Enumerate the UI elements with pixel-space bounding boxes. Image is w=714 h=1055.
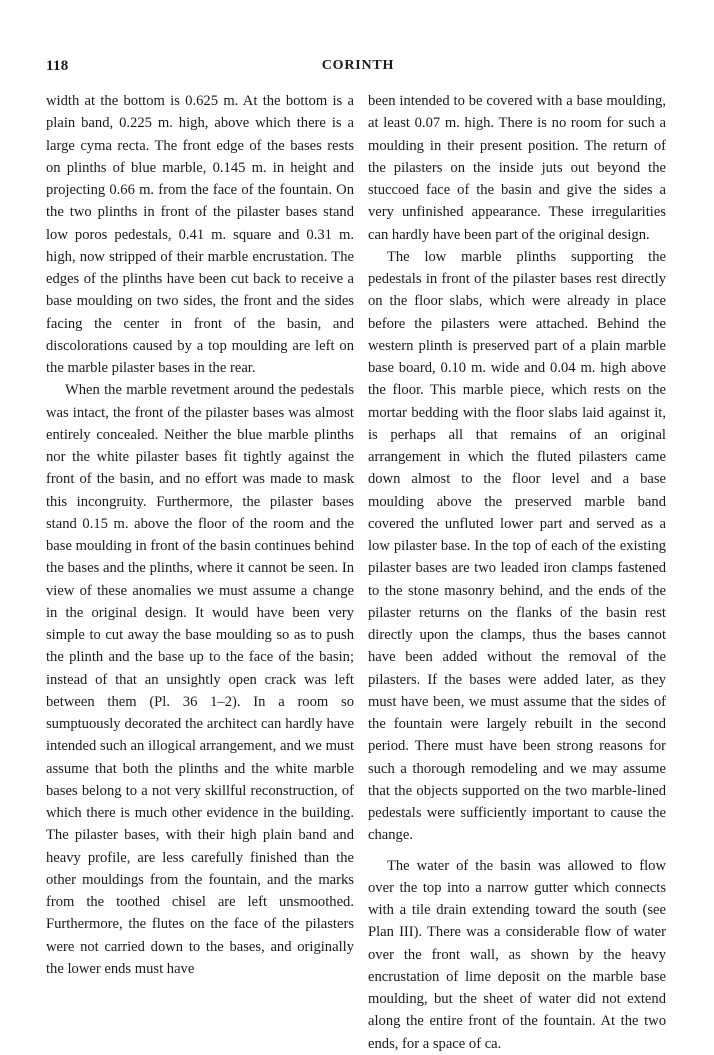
paragraph: When the marble revetment around the pedestals was intact, the front of the pilaster bases was almost entirely concealed. Neither the blue marble plinths nor the white pilaster bases fit tightly against the front of the basin, and no effort was made to mask this incongruity. Furthermore, the pilaster bases stand 0.15 m. above the floor of the room and the base moulding in front of the basin continues behind the bases and the plinths, where it cannot be seen. In view of these anomalies we must assume a change in the original design. It would have been very simple to cut away the base moulding so as to push the plinth and the base up to the face of the basin; instead of that an unsightly open crack was left between them (Pl. 36 1–2). In a room so sumptuously decorated the architect can hardly have intended such an illogical arrangement, and we must assume that both the plinths and the white marble bases belong to a not very skillful reconstruction, of which there is much other evidence in the building. The pilaster bases, with their high plain band and heavy profile, are less carefully finished than the other mouldings from the fountain, and the marks from the toothed chisel are left unsmoothed. Furthermore, the flutes on the face of the pilasters were not carried down to the bases, and originally the lower ends must have [46, 382, 354, 977]
paragraph: been intended to be covered with a base moulding, at least 0.07 m. high. There is no room for such a moulding in their present position. The return of the pilasters on the inside juts out beyond the stuccoed face of the basin and give the sides a very unfinished appearance. These irregularities can hardly have been part of the original design. [368, 93, 666, 243]
paragraph: The low marble plinths supporting the pedestals in front of the pilaster bases rest directly on the floor slabs, which were already in place before the pilasters were attached. Behind the western plinth is preserved part of a plain marble base board, 0.10 m. wide and 0.04 m. high above the floor. This marble piece, which rests on the mortar bedding with the floor slabs laid against it, is perhaps all that remains of an original arrangement in which the fluted pilasters came down almost to the floor level and a base moulding above the preserved marble band covered the unfluted lower part and served as a low pilaster base. In the top of each of the existing pilaster bases are two leaded iron clamps fastened to the stone masonry behind, and the ends of the pilaster returns on the flanks of the basin rest directly upon the clamps, thus the bases cannot have been added without the removal of the pilasters. If the bases were added later, as they must have been, we must assume that the sides of the fountain were largely rebuilt in the second period. There must have been strong reasons for such a thorough remodeling and we may assume that the objects supported on the two marble-lined pedestals were sufficiently important to cause the change. [368, 248, 666, 844]
right-column [368, 90, 666, 1055]
paragraph: The water of the basin was allowed to flow over the top into a narrow gutter which connects with a tile drain extending toward the south (see Plan III). There was a considerable flow of water over the front wall, as shown by the heavy encrustation of lime deposit on the marble base moulding, but the sheet of water did not extend along the entire front of the fountain. At the two ends, for a space of ca. [368, 857, 666, 1052]
running-title: CORINTH [321, 58, 395, 73]
paragraph: width at the bottom is 0.625 m. At the bottom is a plain band, 0.225 m. high, above which there is a large cyma recta. The front edge of the bases rests on plinths of blue marble, 0.145 m. in height and projecting 0.66 m. from the face of the fountain. On the two plinths in front of the pilaster bases stand low poros pedestals, 0.41 m. square and 0.31 m. high, now stripped of their marble encrustation. The edges of the plinths have been cut back to receive a base moulding on two sides, the front and the sides facing the center in front of the basin, and discolorations caused by a top moulding are left on the marble pilaster bases in the rear. [46, 93, 354, 376]
left-column [46, 90, 354, 980]
page-number: 118 [46, 58, 69, 74]
running-head [46, 58, 670, 80]
